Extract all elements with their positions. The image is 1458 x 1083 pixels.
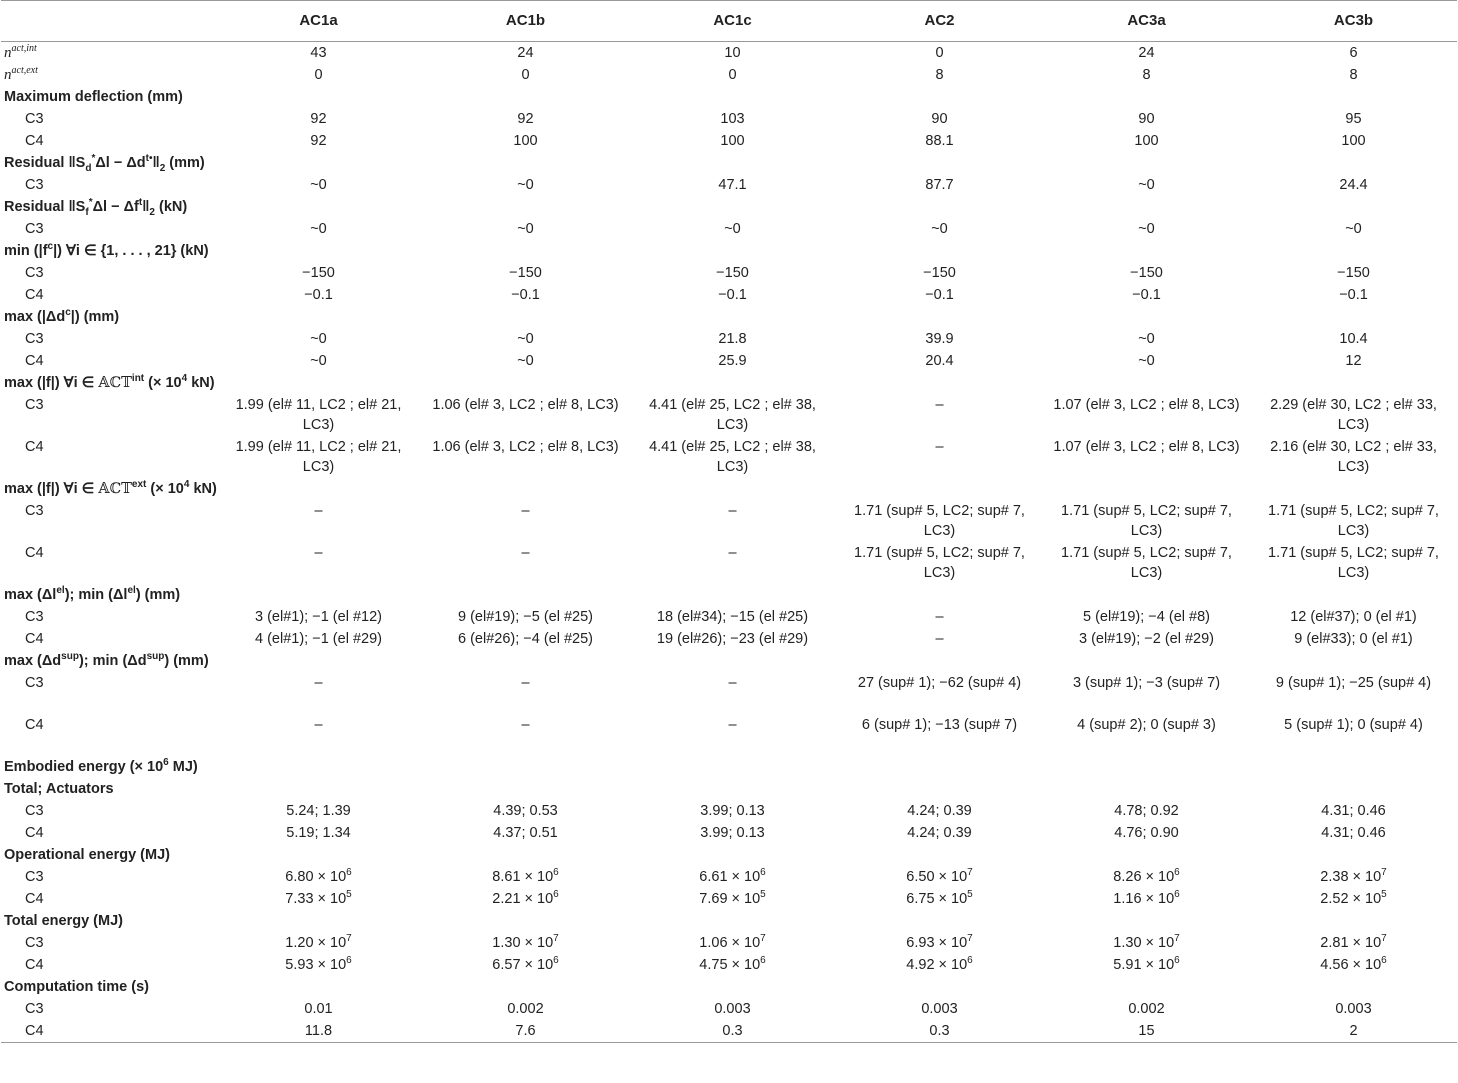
cell-ac3b: 12 <box>1345 353 1362 369</box>
cell-ac1c: $7.69 \times 10^5$ <box>699 889 766 907</box>
section-label: Total energy (MJ) <box>4 913 123 929</box>
cell-ac3a: 3 (el#19); −2 (el #29) <box>1078 631 1214 647</box>
cell-ac3b: 24.4 <box>1339 177 1368 193</box>
cell-ac1b: ~0 <box>517 331 534 347</box>
cell-ac1a: −150 <box>302 265 335 281</box>
cell-ac1c: 3.99; 0.13 <box>700 803 765 819</box>
cell-ac2: 4.24; 0.39 <box>907 825 972 841</box>
cell-ac1b: ~0 <box>517 353 534 369</box>
cell-ac3a: ~0 <box>1138 221 1155 237</box>
cell-ac1c: 18 (el#34); −15 (el #25) <box>656 609 809 625</box>
cell-ac1c: 0.003 <box>714 1001 751 1017</box>
row-label: $n^{act,int}$ <box>4 43 37 61</box>
cell-ac1b: ~0 <box>517 177 534 193</box>
section-row <box>1 756 1457 778</box>
cell-ac1a: 5.24; 1.39 <box>286 803 351 819</box>
cell-ac2: 0.003 <box>921 1001 958 1017</box>
cell-ac1c: $4.75 \times 10^6$ <box>699 955 766 973</box>
cell-ac1b: ~0 <box>517 221 534 237</box>
section-label: max (|f|) ∀i ∈ 𝔸ℂ𝕋$^{int}$ (× $10^4$ kN) <box>4 373 215 391</box>
cell-ac3a: 8 <box>1142 67 1151 83</box>
cell-ac2: $4.92 \times 10^6$ <box>906 955 973 973</box>
cell-ac3a: 1.07 (el# 3, LC2 ; el# 8, LC3) <box>1053 397 1240 413</box>
cell-ac3a: $1.16 \times 10^6$ <box>1113 889 1180 907</box>
cell-ac3a: 24 <box>1138 45 1155 61</box>
table-body <box>1 42 1457 1043</box>
cell-ac1a: $5.93 \times 10^6$ <box>285 955 352 973</box>
table-row <box>1 1020 1457 1043</box>
cell-ac1b: – <box>521 503 530 519</box>
cell-ac1c: – <box>728 675 737 691</box>
cell-ac1c: 47.1 <box>718 177 747 193</box>
cell-ac3b: 6 <box>1349 45 1358 61</box>
section-row <box>1 306 1457 328</box>
table-row <box>1 108 1457 130</box>
cell-ac3a: 5 (el#19); −4 (el #8) <box>1083 609 1210 625</box>
cell-ac1b: – <box>521 717 530 733</box>
cell-ac3a: −0.1 <box>1132 287 1161 303</box>
cell-ac1b: 24 <box>517 45 534 61</box>
cell-ac3a: ~0 <box>1138 177 1155 193</box>
cell-ac1b: – <box>521 675 530 691</box>
table-row <box>1 174 1457 196</box>
section-label: $\max (\Delta d^{sup})$; $\min (\Delta d^{sup})$ (mm) <box>4 651 209 669</box>
cell-ac2: 88.1 <box>925 133 954 149</box>
cell-ac1a: 5.19; 1.34 <box>286 825 351 841</box>
section-label: $\max (|\Delta d^c|)$ (mm) <box>4 307 120 325</box>
header-ac1b: AC1b <box>422 1 629 42</box>
cell-ac3b: 5 (sup# 1); 0 (sup# 4) <box>1284 717 1423 733</box>
cell-ac1c: 100 <box>720 133 745 149</box>
row-label: C4 <box>25 825 44 841</box>
cell-ac1a: 0 <box>314 67 323 83</box>
cell-ac1a: 4 (el#1); −1 (el #29) <box>255 631 382 647</box>
cell-ac2: 8 <box>935 67 944 83</box>
row-label: C3 <box>25 609 44 625</box>
cell-ac1b: −150 <box>509 265 542 281</box>
section-row <box>1 240 1457 262</box>
cell-ac1a: ~0 <box>310 331 327 347</box>
table-row <box>1 932 1457 954</box>
table-row <box>1 262 1457 284</box>
cell-ac2: 4.24; 0.39 <box>907 803 972 819</box>
section-label: Total; Actuators <box>4 781 114 797</box>
cell-ac1b: 92 <box>517 111 534 127</box>
cell-ac3b: 9 (sup# 1); −25 (sup# 4) <box>1275 675 1432 691</box>
cell-ac3b: 10.4 <box>1339 331 1368 347</box>
section-row <box>1 478 1457 500</box>
section-row <box>1 910 1457 932</box>
header-ac1c: AC1c <box>629 1 836 42</box>
cell-ac1c: ~0 <box>724 221 741 237</box>
cell-ac3b: $4.56 \times 10^6$ <box>1320 955 1387 973</box>
cell-ac3b: 2.16 (el# 30, LC2 ; el# 33, LC3) <box>1270 439 1437 475</box>
cell-ac1a: ~0 <box>310 353 327 369</box>
cell-ac1a: 1.99 (el# 11, LC2 ; el# 21, LC3) <box>235 439 402 475</box>
cell-ac2: 6 (sup# 1); −13 (sup# 7) <box>861 717 1018 733</box>
section-label: Operational energy (MJ) <box>4 847 170 863</box>
cell-ac1a: 92 <box>310 133 327 149</box>
cell-ac2: 1.71 (sup# 5, LC2; sup# 7, LC3) <box>854 545 1025 581</box>
header-ac1a: AC1a <box>215 1 422 42</box>
cell-ac1b: 0.002 <box>507 1001 544 1017</box>
cell-ac3b: 9 (el#33); 0 (el #1) <box>1294 631 1413 647</box>
cell-ac2: 90 <box>931 111 948 127</box>
cell-ac1c: 10 <box>724 45 741 61</box>
cell-ac3b: 1.71 (sup# 5, LC2; sup# 7, LC3) <box>1268 503 1439 539</box>
cell-ac2: $6.50 \times 10^7$ <box>906 867 973 885</box>
row-label: C4 <box>25 133 44 149</box>
table-row <box>1 284 1457 306</box>
cell-ac3a: 3 (sup# 1); −3 (sup# 7) <box>1072 675 1221 691</box>
cell-ac3a: 4.76; 0.90 <box>1114 825 1179 841</box>
section-label: $\min (|f^c|)$ ∀i ∈ {1, . . . , 21} (kN) <box>4 241 209 259</box>
cell-ac1b: 100 <box>513 133 538 149</box>
cell-ac1c: – <box>728 545 737 561</box>
cell-ac3b: $2.52 \times 10^5$ <box>1320 889 1387 907</box>
cell-ac3b: 8 <box>1349 67 1358 83</box>
table-row <box>1 42 1457 65</box>
cell-ac2: ~0 <box>931 221 948 237</box>
cell-ac1a: – <box>314 717 323 733</box>
table-row <box>1 542 1457 584</box>
table-row <box>1 130 1457 152</box>
cell-ac2: – <box>935 631 944 647</box>
row-label: C3 <box>25 869 44 885</box>
table-row <box>1 500 1457 542</box>
row-label: C3 <box>25 177 44 193</box>
cell-ac1a: ~0 <box>310 177 327 193</box>
cell-ac1a: ~0 <box>310 221 327 237</box>
table-row <box>1 800 1457 822</box>
cell-ac3b: 1.71 (sup# 5, LC2; sup# 7, LC3) <box>1268 545 1439 581</box>
row-label: C3 <box>25 265 44 281</box>
cell-ac2: 1.71 (sup# 5, LC2; sup# 7, LC3) <box>854 503 1025 539</box>
cell-ac2: −0.1 <box>925 287 954 303</box>
cell-ac1a: $7.33 \times 10^5$ <box>285 889 352 907</box>
row-label: $n^{act,ext}$ <box>4 65 38 83</box>
table-row <box>1 714 1457 756</box>
row-label: C3 <box>25 803 44 819</box>
cell-ac3a: $5.91 \times 10^6$ <box>1113 955 1180 973</box>
cell-ac1c: −0.1 <box>718 287 747 303</box>
cell-ac2: 0.3 <box>836 1020 1043 1043</box>
section-row <box>1 86 1457 108</box>
table-row <box>1 64 1457 86</box>
cell-ac1a: $6.80 \times 10^6$ <box>285 867 352 885</box>
cell-ac1c: 4.41 (el# 25, LC2 ; el# 38, LC3) <box>649 439 816 475</box>
cell-ac1c: −150 <box>716 265 749 281</box>
cell-ac1a: 0.01 <box>304 1001 333 1017</box>
row-label: C3 <box>25 675 44 691</box>
cell-ac3a: $8.26 \times 10^6$ <box>1113 867 1180 885</box>
cell-ac2: 87.7 <box>925 177 954 193</box>
section-label: Residual $‖S_d^*\Delta l$ − $\Delta d^{t•}‖_2$ (mm) <box>4 153 205 174</box>
cell-ac2: 0 <box>935 45 944 61</box>
cell-ac3a: 100 <box>1134 133 1159 149</box>
section-row <box>1 372 1457 394</box>
table-row <box>1 328 1457 350</box>
cell-ac1b: 0 <box>521 67 530 83</box>
cell-ac2: – <box>935 439 944 455</box>
section-row <box>1 976 1457 998</box>
table-row <box>1 954 1457 976</box>
cell-ac3b: 2.29 (el# 30, LC2 ; el# 33, LC3) <box>1270 397 1437 433</box>
table-row <box>1 436 1457 478</box>
cell-ac3b: 2 <box>1250 1020 1457 1043</box>
cell-ac1a: 1.99 (el# 11, LC2 ; el# 21, LC3) <box>235 397 402 433</box>
section-label: $\max (\Delta l^{el})$; $\min (\Delta l^{el})$ (mm) <box>4 585 181 603</box>
cell-ac1c: 0 <box>728 67 737 83</box>
row-label: C4 <box>25 891 44 907</box>
table-row <box>1 394 1457 436</box>
cell-ac1a: 11.8 <box>215 1020 422 1043</box>
cell-ac1c: 3.99; 0.13 <box>700 825 765 841</box>
cell-ac1a: 43 <box>310 45 327 61</box>
cell-ac3b: 100 <box>1341 133 1366 149</box>
header-ac3b: AC3b <box>1250 1 1457 42</box>
cell-ac3a: 90 <box>1138 111 1155 127</box>
cell-ac1b: $6.57 \times 10^6$ <box>492 955 559 973</box>
row-label: C3 <box>25 397 44 413</box>
cell-ac1b: −0.1 <box>511 287 540 303</box>
row-label: C4 <box>25 717 44 733</box>
cell-ac3a: 1.71 (sup# 5, LC2; sup# 7, LC3) <box>1061 503 1232 539</box>
cell-ac3a: 1.71 (sup# 5, LC2; sup# 7, LC3) <box>1061 545 1232 581</box>
cell-ac3a: $1.30 \times 10^7$ <box>1113 933 1180 951</box>
table-row <box>1 218 1457 240</box>
cell-ac1a: 92 <box>310 111 327 127</box>
row-label: C4 <box>25 957 44 973</box>
cell-ac3b: ~0 <box>1345 221 1362 237</box>
cell-ac3a: 0.002 <box>1128 1001 1165 1017</box>
section-label: Embodied energy (× $10^6$ MJ) <box>4 757 198 775</box>
row-label: C3 <box>25 935 44 951</box>
cell-ac1b: – <box>521 545 530 561</box>
cell-ac3b: 4.31; 0.46 <box>1321 803 1386 819</box>
cell-ac1b: $1.30 \times 10^7$ <box>492 933 559 951</box>
table-row <box>1 866 1457 888</box>
table-row <box>1 606 1457 628</box>
cell-ac3a: 4 (sup# 2); 0 (sup# 3) <box>1077 717 1216 733</box>
row-label: C3 <box>25 503 44 519</box>
cell-ac1b: $8.61 \times 10^6$ <box>492 867 559 885</box>
cell-ac1c: 25.9 <box>718 353 747 369</box>
row-label: C3 <box>25 111 44 127</box>
cell-ac1c: – <box>728 503 737 519</box>
cell-ac2: 39.9 <box>925 331 954 347</box>
cell-ac3b: 12 (el#37); 0 (el #1) <box>1290 609 1417 625</box>
section-label: Computation time (s) <box>4 979 149 995</box>
cell-ac1b: 4.39; 0.53 <box>493 803 558 819</box>
section-label: max (|f|) ∀i ∈ 𝔸ℂ𝕋$^{ext}$ (× $10^4$ kN) <box>4 479 217 497</box>
cell-ac1c: 103 <box>720 111 745 127</box>
cell-ac1b: $2.21 \times 10^6$ <box>492 889 559 907</box>
section-label: Residual $‖S_f^*\Delta l$ − $\Delta f^t‖_2$ (kN) <box>4 197 188 218</box>
row-label: C3 <box>25 331 44 347</box>
cell-ac3b: 4.31; 0.46 <box>1321 825 1386 841</box>
cell-ac1c: – <box>728 717 737 733</box>
cell-ac3a: −150 <box>1130 265 1163 281</box>
cell-ac1b: 9 (el#19); −5 (el #25) <box>457 609 593 625</box>
cell-ac1c: 0.3 <box>629 1020 836 1043</box>
row-label: C4 <box>25 439 44 455</box>
row-label: C4 <box>25 545 44 561</box>
header-blank <box>1 1 215 42</box>
row-label: C4 <box>25 631 44 647</box>
cell-ac1b: 6 (el#26); −4 (el #25) <box>457 631 593 647</box>
cell-ac3a: 4.78; 0.92 <box>1114 803 1179 819</box>
cell-ac1a: −0.1 <box>304 287 333 303</box>
row-label: C4 <box>25 287 44 303</box>
cell-ac1a: – <box>314 545 323 561</box>
section-row <box>1 650 1457 672</box>
cell-ac1a: $1.20 \times 10^7$ <box>285 933 352 951</box>
header-ac3a: AC3a <box>1043 1 1250 42</box>
cell-ac3b: 95 <box>1345 111 1362 127</box>
cell-ac1b: 4.37; 0.51 <box>493 825 558 841</box>
section-row <box>1 584 1457 606</box>
cell-ac3a: 1.07 (el# 3, LC2 ; el# 8, LC3) <box>1053 439 1240 455</box>
cell-ac2: 27 (sup# 1); −62 (sup# 4) <box>857 675 1022 691</box>
cell-ac2: $6.75 \times 10^5$ <box>906 889 973 907</box>
cell-ac1b: 1.06 (el# 3, LC2 ; el# 8, LC3) <box>432 397 619 413</box>
cell-ac2: – <box>935 609 944 625</box>
cell-ac1b: 1.06 (el# 3, LC2 ; el# 8, LC3) <box>432 439 619 455</box>
header-ac2: AC2 <box>836 1 1043 42</box>
cell-ac1c: 21.8 <box>718 331 747 347</box>
table-row <box>1 628 1457 650</box>
results-table <box>1 0 1457 1043</box>
cell-ac1b: 7.6 <box>422 1020 629 1043</box>
cell-ac2: 20.4 <box>925 353 954 369</box>
section-label: Maximum deflection (mm) <box>4 89 183 105</box>
section-row <box>1 778 1457 800</box>
table-header <box>1 1 1457 42</box>
cell-ac3a: ~0 <box>1138 353 1155 369</box>
cell-ac3b: $2.38 \times 10^7$ <box>1320 867 1387 885</box>
table-row <box>1 822 1457 844</box>
cell-ac2: −150 <box>923 265 956 281</box>
row-label: C4 <box>25 353 44 369</box>
section-row <box>1 152 1457 174</box>
table-row <box>1 888 1457 910</box>
cell-ac3a: ~0 <box>1138 331 1155 347</box>
cell-ac2: $6.93 \times 10^7$ <box>906 933 973 951</box>
cell-ac1a: 3 (el#1); −1 (el #12) <box>255 609 382 625</box>
table-row <box>1 672 1457 714</box>
table-row <box>1 350 1457 372</box>
cell-ac1c: $1.06 \times 10^7$ <box>699 933 766 951</box>
section-row <box>1 844 1457 866</box>
cell-ac1c: $6.61 \times 10^6$ <box>699 867 766 885</box>
cell-ac1a: – <box>314 675 323 691</box>
cell-ac2: – <box>935 397 944 413</box>
cell-ac3b: $2.81 \times 10^7$ <box>1320 933 1387 951</box>
cell-ac3b: 0.003 <box>1335 1001 1372 1017</box>
cell-ac1c: 4.41 (el# 25, LC2 ; el# 38, LC3) <box>649 397 816 433</box>
cell-ac1a: – <box>314 503 323 519</box>
row-label: C4 <box>1 1020 215 1043</box>
cell-ac3b: −0.1 <box>1339 287 1368 303</box>
table-row <box>1 998 1457 1020</box>
cell-ac3a: 15 <box>1043 1020 1250 1043</box>
row-label: C3 <box>25 221 44 237</box>
cell-ac3b: −150 <box>1337 265 1370 281</box>
row-label: C3 <box>25 1001 44 1017</box>
cell-ac1c: 19 (el#26); −23 (el #29) <box>656 631 809 647</box>
section-row <box>1 196 1457 218</box>
